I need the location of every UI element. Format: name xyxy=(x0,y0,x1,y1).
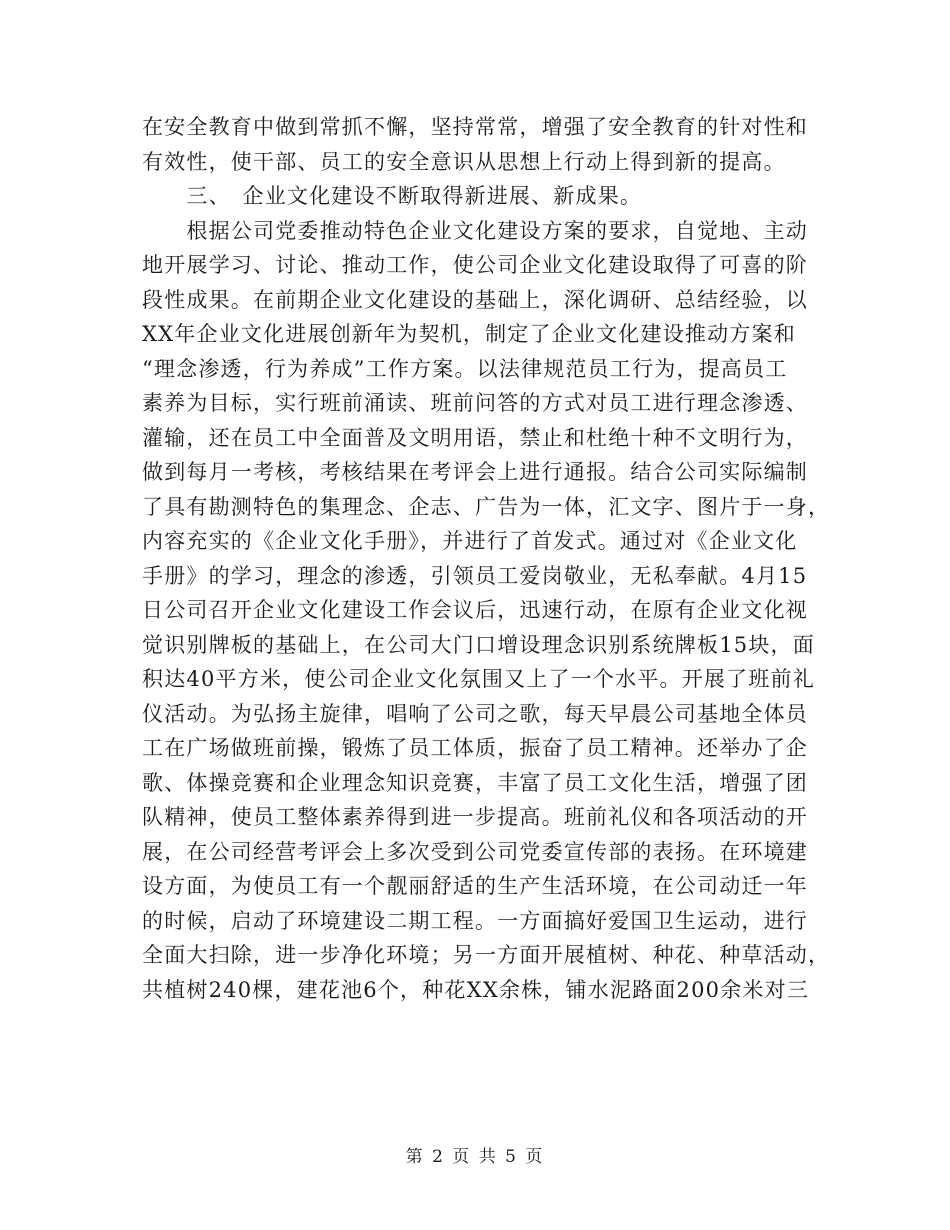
text-line: 共植树240棵，建花池6个，种花XX余株，铺水泥路面200余米对三 xyxy=(142,977,810,1002)
text-line: 展，在公司经营考评会上多次受到公司党委宣传部的表扬。在环境建 xyxy=(142,839,808,864)
text-line: 有效性，使干部、员工的安全意识从思想上行动上得到新的提高。 xyxy=(142,149,786,174)
section-heading: 三、 企业文化建设不断取得新进展、新成果。 xyxy=(142,184,643,208)
text-line: 段性成果。在前期企业文化建设的基础上，深化调研、总结经验，以 xyxy=(142,287,808,312)
text-line: 了具有勘测特色的集理念、企志、广告为一体，汇文字、图片于一身， xyxy=(142,494,831,519)
text-line: 内容充实的《企业文化手册》，并进行了首发式。通过对《企业文化 xyxy=(142,529,798,553)
text-line: 歌、体操竞赛和企业理念知识竞赛，丰富了员工文化生活，增强了团 xyxy=(142,770,808,795)
text-line: 在安全教育中做到常抓不懈，坚持常常，增强了安全教育的针对性和 xyxy=(142,115,808,139)
text-line: XX年企业文化进展创新年为契机，制定了企业文化建设推动方案和 xyxy=(142,322,796,346)
body-text xyxy=(142,110,831,1007)
text-line: 全面大扫除，进一步净化环境；另一方面开展植树、种花、种草活动， xyxy=(142,943,831,967)
text-line: “理念渗透，行为养成”工作方案。以法律规范员工行为，提高员工 xyxy=(142,356,788,381)
page-number-footer: 第 2 页 共 5 页 xyxy=(405,1147,545,1167)
text-line: 积达40平方米，使公司企业文化氛围又上了一个水平。开展了班前礼 xyxy=(142,667,815,691)
text-line: 灌输，还在员工中全面普及文明用语，禁止和杜绝十种不文明行为， xyxy=(142,425,808,450)
text-line: 日公司召开企业文化建设工作会议后，迅速行动，在原有企业文化视 xyxy=(142,598,808,622)
text-line: 素养为目标，实行班前涌读、班前问答的方式对员工进行理念渗透、 xyxy=(142,391,808,415)
text-line: 设方面，为使员工有一个靓丽舒适的生产生活环境，在公司动迁一年 xyxy=(142,874,808,898)
text-line: 根据公司党委推动特色企业文化建设方案的要求，自觉地、主动 xyxy=(142,218,808,243)
text-line: 地开展学习、讨论、推动工作，使公司企业文化建设取得了可喜的阶 xyxy=(142,253,808,277)
text-line: 手册》的学习，理念的渗透，引领员工爱岗敬业，无私奉献。4月15 xyxy=(142,563,808,588)
text-line: 的时候，启动了环境建设二期工程。一方面搞好爱国卫生运动，进行 xyxy=(142,908,808,933)
text-line: 觉识别牌板的基础上，在公司大门口增设理念识别系统牌板15块，面 xyxy=(142,632,815,657)
text-line: 队精神，使员工整体素养得到进一步提高。班前礼仪和各项活动的开 xyxy=(142,805,808,829)
text-line: 做到每月一考核，考核结果在考评会上进行通报。结合公司实际编制 xyxy=(142,460,808,484)
text-line: 工在广场做班前操，锻炼了员工体质，振奋了员工精神。还举办了企 xyxy=(142,736,808,760)
text-line: 仪活动。为弘扬主旋律，唱响了公司之歌，每天早晨公司基地全体员 xyxy=(142,701,808,726)
